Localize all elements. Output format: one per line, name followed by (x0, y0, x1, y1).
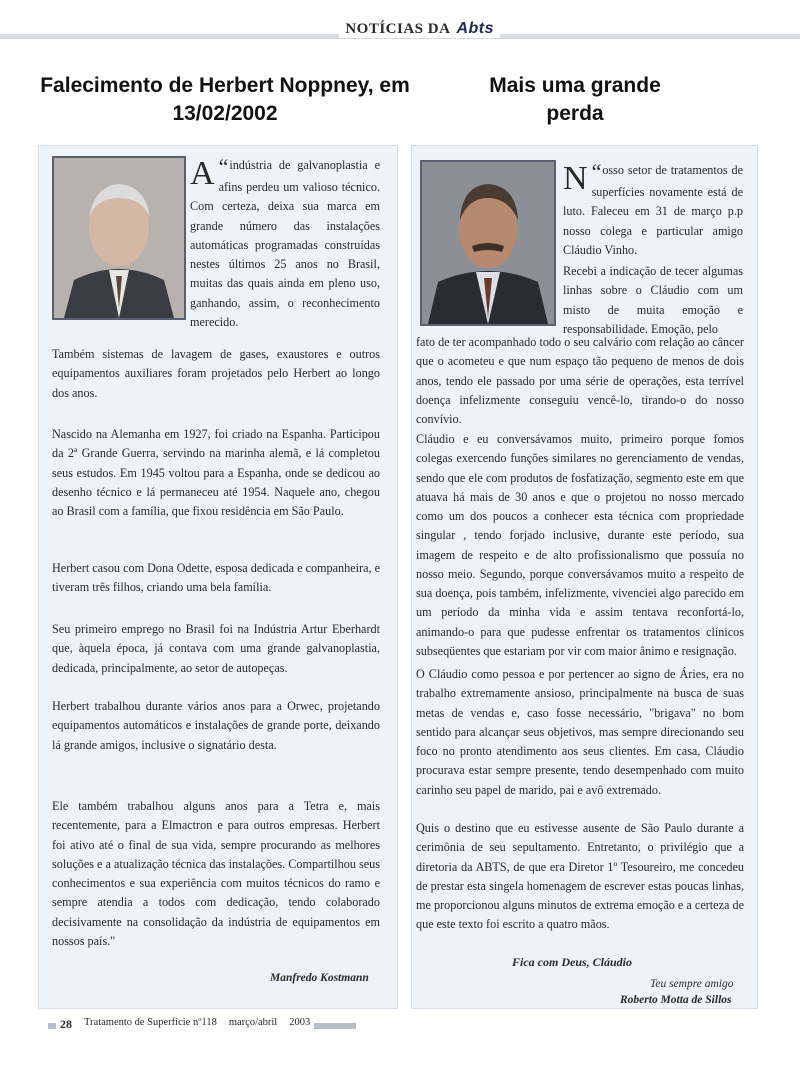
left-intro-dropcap: A (190, 155, 215, 192)
left-paragraph: Herbert trabalhou durante vários anos para a Orwec, projetando equipamentos automáticos e instalações de grande porte, deixando lá grande amigos, inclusive o signatário desta. (52, 699, 380, 752)
right-sign-line2: Roberto Motta de Sillos (620, 994, 732, 1006)
left-signature: Manfredo Kostmann (270, 972, 369, 984)
right-intro-quote: “ (591, 159, 602, 184)
right-wrap-paragraph: Recebi a indicação de tecer algumas linhas sobre o Cláudio com um misto de muita emoção e responsabilidade. Emoção, pelo (563, 264, 743, 336)
issue-date: março/abril (228, 1017, 278, 1028)
section-header (339, 20, 500, 38)
right-paragraph: Quis o destino que eu estivesse ausente de São Paulo durante a cerimônia de seu sepultamento. Entretanto, o privilégio que a diretoria da ABTS, de que era Diretor 1º Tesoureiro, me concedeu de prestar esta singela homenagem de escrever estas poucas linhas, me proporcionou alguns minutos de extrema emoção e a certeza de que este texto foi escrito a quatro mãos. (416, 821, 744, 932)
left-intro-text: indústria de galvanoplastia e afins perdeu um valioso técnico. Com certeza, deixa sua marca em grande número das instalações automáticas programadas construídas nestes últimos 25 anos no Brasil, muitas das quais ainda em pleno uso, ganhando, assim, o reconhecimento merecido. (190, 158, 380, 329)
abts-logo: Abts (456, 20, 494, 37)
right-closing: Fica com Deus, Cláudio (512, 955, 633, 969)
header-label: NOTÍCIAS DA (345, 20, 451, 37)
left-paragraph: Seu primeiro emprego no Brasil foi na Indústria Artur Eberhardt que, àquela época, já contava com uma grande galvanoplastia, dedicada, principalmente, ao setor de autopeças. (52, 622, 380, 675)
right-paragraph: O Cláudio como pessoa e por pertencer ao signo de Áries, era no trabalho extremamente ansioso, principalmente na busca de suas metas de vendas e, caso fosse necessário, "brigava" no bom sentido para alcançar seus objetivos, mas sempre direcionando seu foco no pronto atendimento aos seus clientes. Em casa, Cláudio procurava estar sempre presente, tendo desempenhado com muito carinho seu papel de marido, pai e avô extremado. (416, 667, 744, 797)
left-paragraph: Também sistemas de lavagem de gases, exaustores e outros equipamentos auxiliares foram projetados pelo Herbert ao longo dos anos. (52, 347, 380, 400)
left-paragraph: Nascido na Alemanha em 1927, foi criado na Espanha. Participou da 2ª Grande Guerra, servindo na marinha alemã, e lá completou seus estudos. Em 1945 voltou para a Espanha, onde se dedicou ao desenho técnico e lá permaneceu até 1954. Naquele ano, chegou ao Brasil com a família, que fixou residência em São Paulo. (52, 427, 380, 519)
portrait-claudio (420, 160, 556, 326)
footer (56, 1017, 314, 1032)
right-intro (563, 161, 743, 260)
left-intro-quote: “ (218, 154, 229, 179)
left-intro (190, 156, 380, 332)
right-sign-line1: Teu sempre amigo (650, 978, 734, 990)
issue-year: 2003 (289, 1017, 311, 1028)
left-paragraph: Ele também trabalhou alguns anos para a Tetra e, mais recentemente, para a Elmactron e para outros empresas. Herbert foi ativo até o final de sua vida, sempre procurando as melhores soluções e a atualização técnica das instalações. Compartilhou seus conhecimentos e sua experiência com muitos técnicos do ramo e sempre atendia a todos com dedicação, tendo colaborado decisivamente na consolidação da indústria de equipamentos em nossos país." (52, 799, 380, 948)
right-paragraph: Cláudio e eu conversávamos muito, primeiro porque fomos colegas exercendo funções similares no gerenciamento de vendas, sendo que ele com produtos de fosfatização, segmento este em que atuava há mais de 30 anos e que o projetou no nosso mercado como um dos poucos a conhecer esta técnica com propriedade singular , tendo forjado inclusive, durante este período, sua imagem de respeito e de alto profissionalismo que possuía no nosso meio. Segundo, porque conversávamos muito a respeito de sua doença, pois também, infelizmente, vivenciei algo parecido em um período da minha vida e assim tentava reconfortá-lo, animando-o para que pudesse enfrentar os tratamentos clínicos subseqüentes que estariam por vir com maior ânimo e resignação. (416, 432, 744, 658)
publication-name: Tratamento de Superfície nº118 (84, 1017, 217, 1028)
right-intro-dropcap: N (563, 160, 588, 197)
right-intro-text: osso setor de tratamentos de superfícies novamente está de luto. Faleceu em 31 de março p.p nosso colega e particular amigo Cláudio Vinho. (563, 163, 743, 257)
page-number: 28 (60, 1017, 72, 1031)
right-article-title: Mais uma grande perda (489, 74, 661, 126)
left-article-title: Falecimento de Herbert Noppney, em 13/02/2002 (40, 74, 410, 126)
portrait-herbert (52, 156, 186, 320)
right-paragraph: fato de ter acompanhado todo o seu calvário com relação ao câncer que o acometeu e que num espaço tão pequeno de menos de dois anos, tendo ele passado por uma série de operações, esta terrível doença infelizmente conseguiu vencê-lo, tirando-o do nosso convívio. (416, 335, 744, 427)
left-paragraph: Herbert casou com Dona Odette, esposa dedicada e companheira, e tiveram três filhos, criando uma bela família. (52, 561, 380, 595)
